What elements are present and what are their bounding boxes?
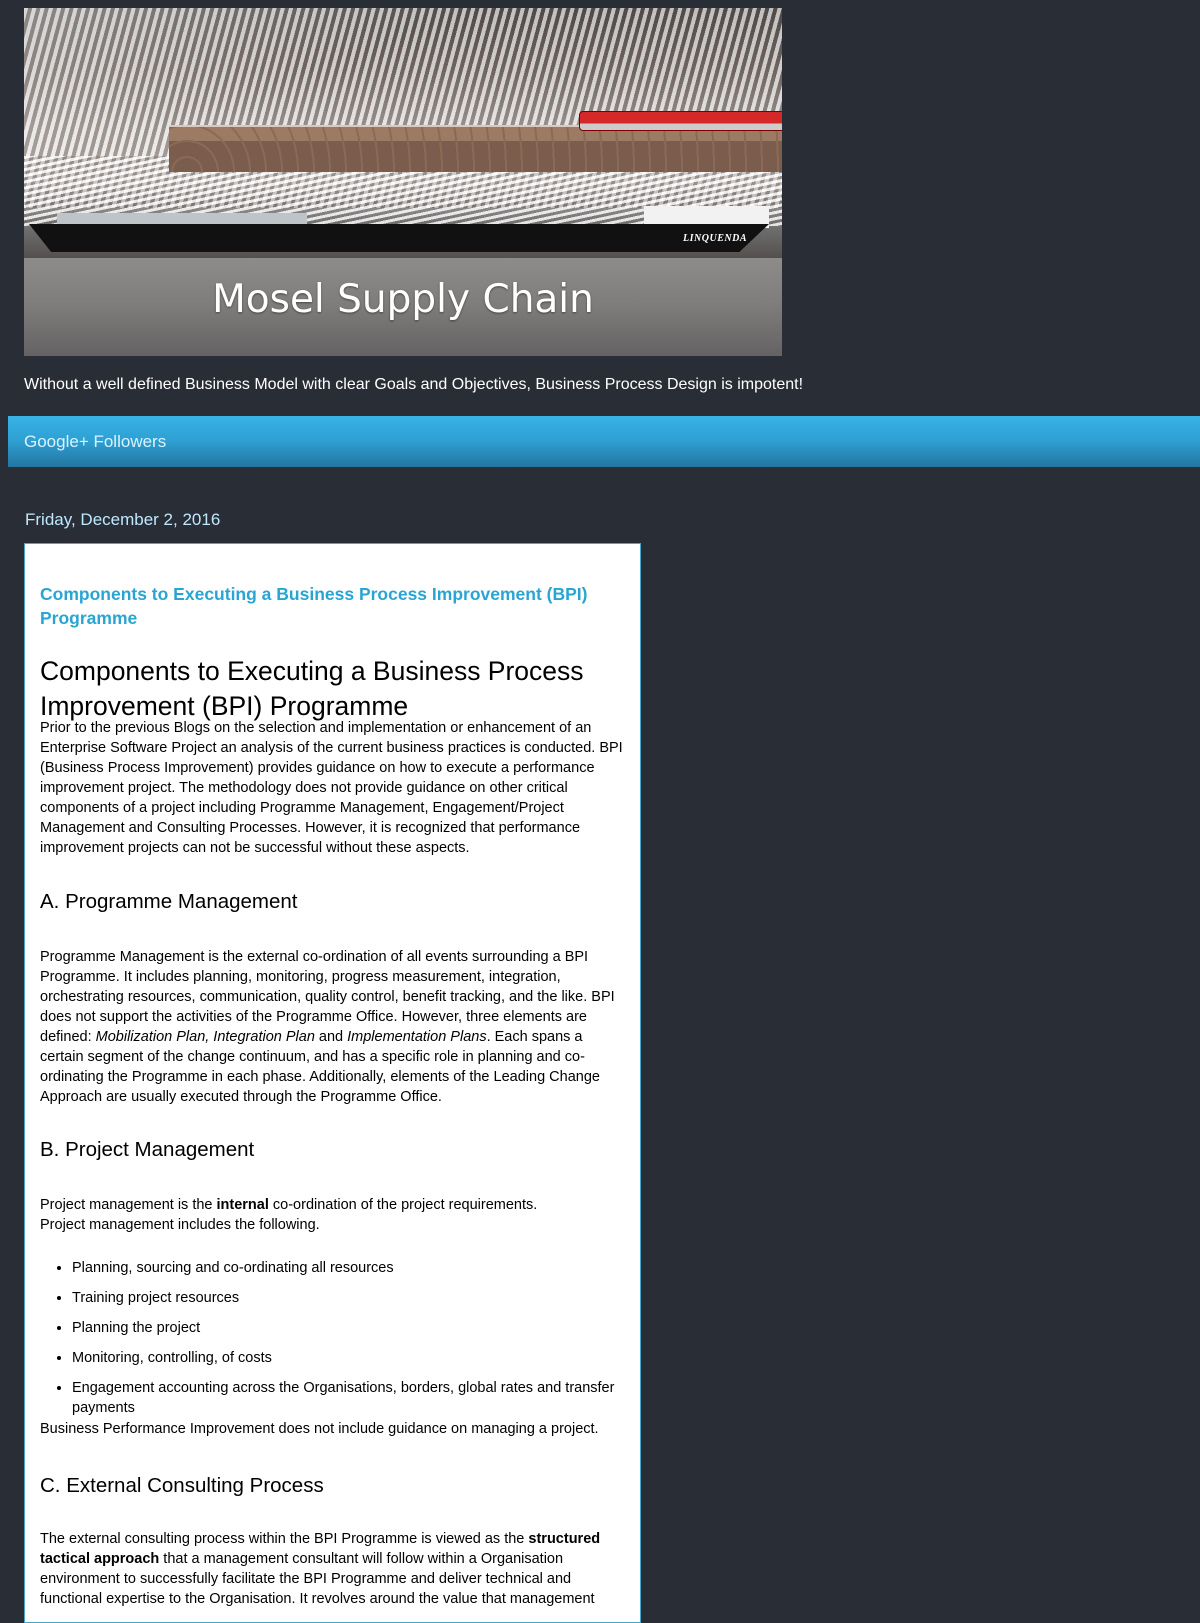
section-a-paragraph [40,947,625,1107]
barge-hull [29,224,769,252]
google-plus-followers-bar[interactable] [8,416,1200,467]
list-item: • Training project resources [72,1288,641,1308]
and-text: and [314,1029,348,1045]
section-c-text-end: that a management consultant will follow within a Organisation environment to successfully facilitate the BPI Programme and deliver technical and functional expertise to the Organisation. It revolves around the value that management [40,1551,595,1607]
mobilization-integration-plan-text: Mobilization Plan, Integration Plan [95,1029,315,1045]
section-c-heading: C. External Consulting Process [40,1474,324,1497]
blog-post-card [24,543,641,1623]
blog-header-image[interactable] [24,8,782,356]
section-a-heading: A. Programme Management [40,890,298,913]
intro-paragraph: Prior to the previous Blogs on the selection and implementation or enhancement of an Enterprise Software Project an analysis of the current business practices is conducted. BPI (Business Process Improvement) provides guidance on how to execute a performance improvement project. The methodology does not provide guidance on other critical components of a project including Programme Management, Engagement/Project Management and Consulting Processes. However, it is recognized that performance improvement projects can not be successful without these aspects. [40,720,623,856]
red-train [579,111,782,131]
article-main-heading: Components to Executing a Business Process Improvement (BPI) Programme [40,656,584,721]
blog-title[interactable]: Mosel Supply Chain [212,277,594,322]
definition-start: Project management is the [40,1197,217,1213]
project-management-intro: Project management includes the following. [40,1217,320,1233]
structured-tactical-approach-text: structured tactical approach [40,1531,601,1567]
railway-viaduct [169,125,782,172]
list-item: • Planning, sourcing and co-ordinating all resources [72,1258,641,1278]
definition-end: co-ordination of the project requirements. [268,1197,538,1213]
post-title-link[interactable]: Components to Executing a Business Process Improvement (BPI) Programme [40,584,588,628]
internal-bold-text: internal [216,1197,269,1213]
list-item: • Monitoring, controlling, of costs [72,1348,641,1368]
section-b-heading: B. Project Management [40,1138,255,1161]
post-date: Friday, December 2, 2016 [25,510,221,529]
section-a-text-end: . Each spans a certain segment of the change continuum, and has a specific role in planning and co-ordinating the Programme in each phase. Additionally, elements of the Leading Change Approach are usually executed through the Programme Office. [40,1029,600,1105]
barge-name: LINQUENDA [683,233,747,244]
section-c-paragraph [40,1529,625,1609]
project-management-definition [40,1195,625,1215]
section-c-text-start: The external consulting process within the BPI Programme is viewed as the [40,1531,529,1547]
list-item: • Planning the project [72,1318,641,1338]
river-barge [29,206,782,268]
list-item: • Engagement accounting across the Organisations, borders, global rates and transfer payments [72,1378,641,1418]
project-management-list [40,1258,641,1428]
implementation-plans-text: Implementation Plans [347,1029,487,1045]
google-plus-followers-label[interactable]: Google+ Followers [24,432,167,451]
blog-tagline: Without a well defined Business Model with clear Goals and Objectives, Business Process Design is impotent! [24,376,804,393]
section-a-text-start: Programme Management is the external co-ordination of all events surrounding a BPI Programme. It includes planning, monitoring, progress measurement, integration, orchestrating resources, communication, quality control, benefit tracking, and the like. BPI does not support the activities of the Programme Office. However, three elements are defined: [40,949,615,1045]
section-b-closing: Business Performance Improvement does not include guidance on managing a project. [40,1421,599,1437]
